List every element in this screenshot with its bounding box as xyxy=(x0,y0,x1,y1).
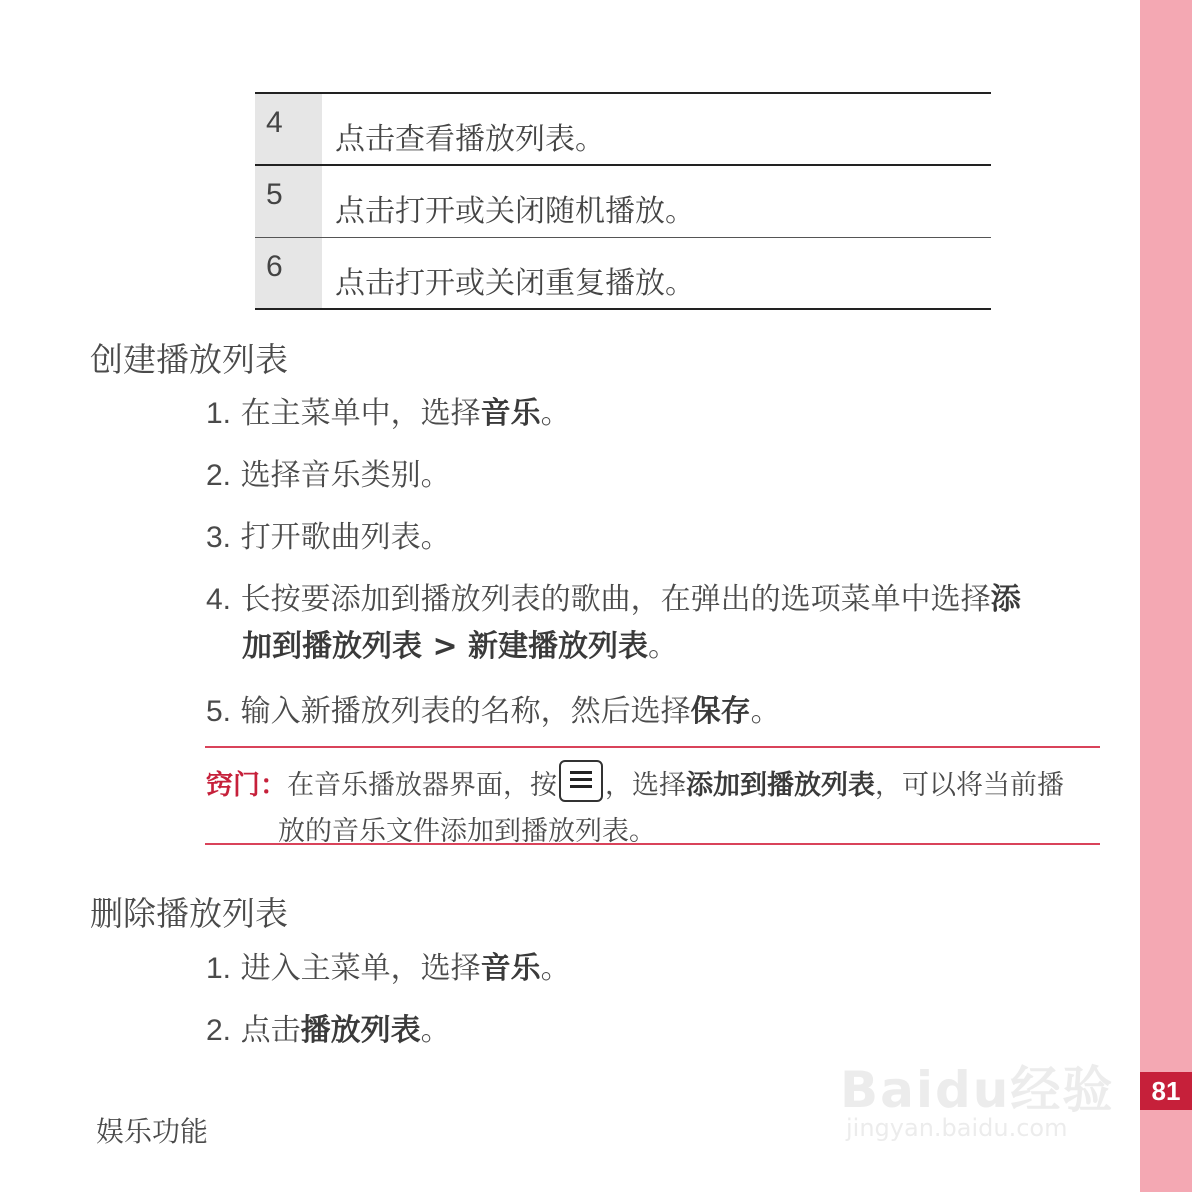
row-description: 点击打开或关闭重复播放。 xyxy=(335,265,695,301)
icon-table xyxy=(255,92,991,310)
baidu-watermark xyxy=(840,1010,1130,1150)
row-number: 4 xyxy=(255,93,322,165)
create-step-1: 1. 在主菜单中，选择音乐。 xyxy=(206,396,571,431)
tip-box: 窍门：在音乐播放器界面，按 ，选择添加到播放列表，可以将当前播 放的音乐文件添加到播放列表。 xyxy=(206,760,1106,855)
row-number: 5 xyxy=(255,165,322,237)
row-description: 点击查看播放列表。 xyxy=(335,122,605,157)
tip-top-rule xyxy=(205,746,1100,748)
watermark-logo: Baidu经验 xyxy=(840,1061,1115,1119)
create-step-3: 3. 打开歌曲列表。 xyxy=(206,520,451,555)
create-step-4: 4. 长按要添加到播放列表的歌曲，在弹出的选项菜单中选择添 加到播放列表 > 新建播放列表。 xyxy=(206,582,1021,664)
create-playlist-heading: 创建播放列表 xyxy=(90,340,288,379)
tip-label: 窍门： xyxy=(206,770,287,801)
row-number: 6 xyxy=(255,237,322,309)
page-number: 81 xyxy=(1140,1072,1192,1110)
table-row xyxy=(255,165,991,237)
footer-section-title: 娱乐功能 xyxy=(96,1115,209,1148)
watermark-url: jingyan.baidu.com xyxy=(846,1114,1068,1142)
create-step-2: 2. 选择音乐类别。 xyxy=(206,458,451,493)
side-band xyxy=(1140,0,1192,1192)
tip-bottom-rule xyxy=(205,843,1100,845)
create-step-5: 5. 输入新播放列表的名称，然后选择保存。 xyxy=(206,694,781,729)
menu-icon xyxy=(559,760,603,802)
table-row xyxy=(255,237,991,309)
delete-step-1: 1. 进入主菜单，选择音乐。 xyxy=(206,951,571,986)
delete-playlist-heading: 删除播放列表 xyxy=(90,894,288,933)
table-row xyxy=(255,93,991,165)
row-description: 点击打开或关闭随机播放。 xyxy=(335,194,695,229)
delete-step-2: 2. 点击播放列表。 xyxy=(206,1013,451,1048)
